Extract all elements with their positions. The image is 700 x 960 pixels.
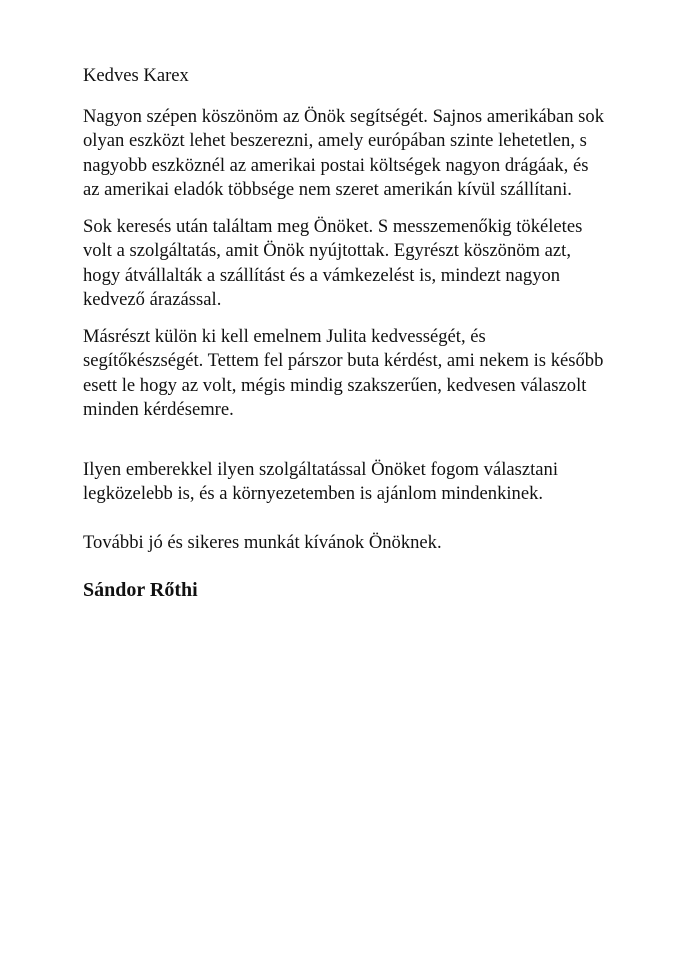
paragraph-line: esett le hogy az volt, mégis mindig szakszerűen, kedvesen válaszolt bbox=[83, 374, 587, 396]
paragraph-line: nagyobb eszköznél az amerikai postai költségek nagyon drágáak, és bbox=[83, 154, 589, 176]
paragraph-line: Nagyon szépen köszönöm az Önök segítségét. Sajnos amerikában sok bbox=[83, 105, 605, 127]
paragraph-line: Sok keresés után találtam meg Önöket. S messzemenőkig tökéletes bbox=[83, 215, 583, 237]
salutation: Kedves Karex bbox=[83, 65, 189, 86]
paragraph-line: Ilyen emberekkel ilyen szolgáltatással Önöket fogom választani bbox=[83, 458, 559, 480]
paragraph-line: legközelebb is, és a környezetemben is ajánlom mindenkinek. bbox=[83, 483, 544, 504]
signature: Sándor Rőthi bbox=[83, 579, 198, 601]
paragraph-line: Másrészt külön ki kell emelnem Julita kedvességét, és bbox=[83, 325, 486, 347]
paragraph-recommend bbox=[83, 458, 683, 507]
paragraph-line: kedvező árazással. bbox=[83, 289, 222, 310]
paragraph-closing bbox=[83, 531, 683, 556]
paragraph-line: További jó és sikeres munkát kívánok Önöknek. bbox=[83, 531, 442, 553]
paragraph-julita bbox=[83, 325, 683, 423]
paragraph-line: volt a szolgáltatás, amit Önök nyújtottak. Egyrészt köszönöm azt, bbox=[83, 240, 571, 261]
paragraph-thanks bbox=[83, 105, 683, 203]
paragraph-line: segítőkészségét. Tettem fel párszor buta kérdést, ami nekem is később bbox=[83, 350, 604, 371]
paragraph-line: az amerikai eladók többsége nem szeret amerikán kívül szállítani. bbox=[83, 179, 572, 200]
paragraph-line: hogy átvállalták a szállítást és a vámkezelést is, mindezt nagyon bbox=[83, 264, 561, 286]
letter-body bbox=[83, 64, 683, 603]
paragraph-line: olyan eszközt lehet beszerezni, amely európában szinte lehetetlen, s bbox=[83, 130, 587, 151]
paragraph-search bbox=[83, 215, 683, 313]
paragraph-line: minden kérdésemre. bbox=[83, 399, 234, 420]
